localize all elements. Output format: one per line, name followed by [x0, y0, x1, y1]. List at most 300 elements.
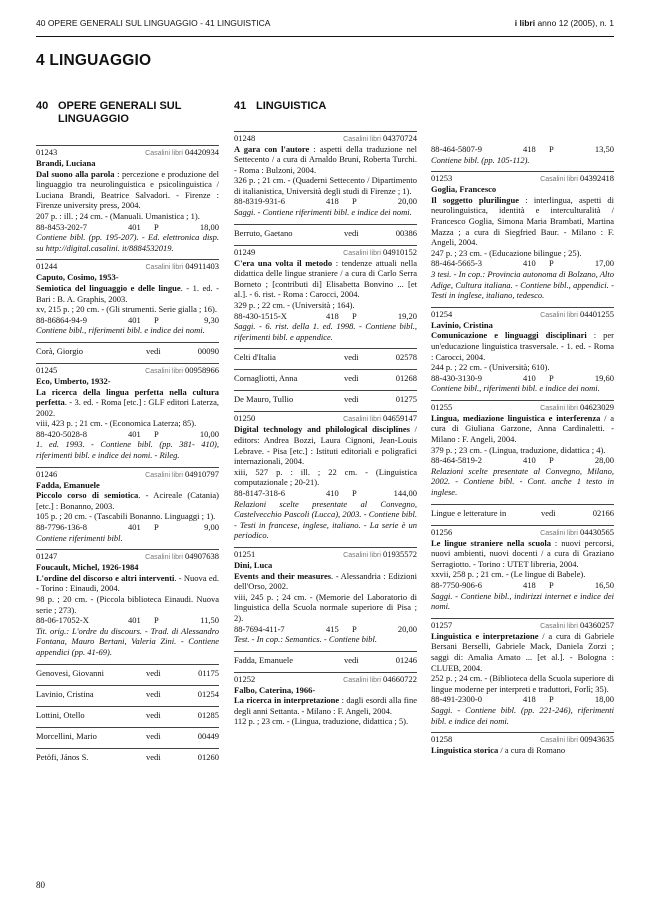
cross-reference — [234, 390, 417, 405]
binding: P — [352, 487, 357, 498]
price: 19,20 — [397, 310, 417, 321]
entry-header — [431, 527, 614, 538]
section-40-number: 40 — [36, 100, 49, 112]
entry-note: Saggi. - Contiene bibl., indirizzi internet e indice dei nomi. — [431, 590, 614, 612]
entry-physical: 329 p. ; 22 cm. - (Università ; 164). — [234, 300, 355, 311]
casalini-label: Casalini libri — [145, 264, 184, 272]
xref-number: 00090 — [197, 345, 219, 356]
running-header-right — [515, 18, 614, 28]
section-41-title: LINGUISTICA — [256, 100, 327, 112]
casalini-number: 00943635 — [580, 734, 614, 745]
entry-description — [234, 424, 417, 466]
entry-physical: 207 p. : ill. ; 24 cm. - (Manuali. Umanistica ; 1). — [36, 210, 200, 221]
entry-title: Linguistica storica — [431, 745, 499, 756]
price: 16,50 — [594, 580, 614, 590]
cross-reference — [36, 342, 219, 357]
casalini-number: 04910152 — [383, 246, 417, 257]
entry-title: Linguistica e interpretazione — [431, 630, 539, 641]
entry-title: C'era una volta il metodo — [234, 257, 333, 268]
header-rule — [36, 36, 614, 37]
entry-imprint: / a cura di Gabriele Bersani Berselli, Gabriele Mack, Daniela Zorzi ; saggi di: Amalia Amato ... [et al.]. - Bologna : CLUEB, 2004. — [431, 630, 614, 673]
section-40-heading — [36, 100, 219, 125]
entry-number: 01258 — [431, 734, 453, 745]
casalini-label: Casalini libri — [145, 367, 183, 375]
running-header-left: 40 OPERE GENERALI SUL LINGUAGGIO - 41 LINGUISTICA — [36, 18, 271, 28]
entry-number: 01249 — [234, 246, 256, 257]
xref-name: Lingue e letterature in — [431, 507, 507, 518]
isbn: 88-464-5807-9 — [431, 144, 482, 154]
entry-description — [36, 169, 219, 211]
binding: P — [549, 694, 554, 705]
entry-header — [36, 365, 219, 376]
xref-number: 01285 — [197, 709, 219, 720]
casalini-label: Casalini libri — [540, 311, 578, 319]
binding: P — [549, 258, 554, 269]
catalog-entry — [431, 307, 614, 394]
binding: P — [352, 196, 357, 207]
entry-number: 01245 — [36, 364, 58, 375]
entry-number: 01250 — [234, 413, 256, 424]
xref-vedi: vedi — [344, 373, 359, 384]
binding: P — [549, 455, 554, 466]
entry-description — [431, 631, 614, 673]
catalog-entry — [36, 259, 219, 336]
entry-number: 01257 — [431, 619, 453, 630]
entry-imprint: : aspetti della traduzione nel Settecento / a cura di Arnaldo Bruni, Roberta Turchi. - Roma : Bulzoni, 2004. — [234, 143, 417, 175]
entry-title: L'ordine del discorso e altri interventi — [36, 572, 175, 583]
entry-physical: 244 p. ; 22 cm. - (Università; 610). — [431, 362, 550, 373]
cross-reference — [36, 685, 219, 700]
price: 13,50 — [594, 144, 614, 154]
entry-author: Brandi, Luciana — [36, 158, 96, 168]
xref-name: Celti d'Italia — [234, 352, 276, 363]
entry-note: Contiene riferimenti bibl. — [36, 532, 123, 543]
price: 18,00 — [199, 221, 219, 232]
entry-title: Il soggetto plurilingue — [431, 194, 520, 205]
entry-description — [234, 571, 417, 592]
isbn-line — [36, 522, 219, 533]
xref-number: 02166 — [592, 507, 614, 518]
classification: 418 — [523, 144, 536, 154]
column-1-entries — [36, 145, 219, 763]
cross-reference — [36, 727, 219, 742]
catalog-entry — [234, 411, 417, 541]
entry-imprint: : per un'educazione linguistica trasversale. - 1. ed. - Roma : Carocci, 2004. — [431, 330, 614, 362]
entry-imprint: : nuovi percorsi, nuovi ambienti, nuovi docenti / a cura di Graziano Serragiotto. - Torino : UTET libreria, 2004. — [431, 537, 614, 569]
entry-physical: xv, 215 p. ; 20 cm. - (Gli strumenti. Serie gialla ; 16). — [36, 304, 217, 315]
entry-imprint: . - 3. ed. - Roma [etc.] : GLF editori Laterza, 2002. — [36, 397, 219, 418]
binding: P — [352, 310, 357, 321]
isbn-line — [36, 429, 219, 440]
entry-description — [234, 144, 417, 176]
entry-continuation — [431, 144, 614, 165]
price: 17,00 — [594, 258, 614, 269]
isbn-line — [36, 222, 219, 233]
casalini-id — [540, 402, 614, 415]
entry-header — [431, 309, 614, 320]
entry-note: Saggi. - Contiene riferimenti bibl. e indice dei nomi. — [234, 207, 412, 218]
casalini-label: Casalini libri — [145, 554, 183, 562]
isbn-line — [234, 196, 417, 207]
xref-vedi: vedi — [344, 227, 359, 238]
isbn-line — [431, 694, 614, 705]
entry-number: 01256 — [431, 526, 453, 537]
isbn: 88-7694-411-7 — [234, 623, 285, 634]
entry-imprint: . - Acireale (Catania) [etc.] : Bonanno, 2003. — [36, 490, 219, 511]
entry-note: Contiene bibl., riferimenti bibl. e indice dei nomi. — [36, 325, 205, 336]
price: 10,00 — [199, 428, 219, 439]
entry-author: Fadda, Emanuele — [36, 479, 100, 490]
cross-reference — [36, 706, 219, 721]
entry-header — [431, 620, 614, 631]
entry-header — [234, 247, 417, 258]
cross-reference — [234, 651, 417, 666]
cross-reference — [234, 348, 417, 363]
catalog-entry — [234, 131, 417, 218]
entry-number: 01246 — [36, 468, 58, 479]
casalini-number: 04659147 — [383, 413, 417, 424]
entry-header — [234, 674, 417, 685]
xref-name: De Mauro, Tullio — [234, 394, 294, 405]
isbn-line — [431, 455, 614, 466]
entry-description — [36, 490, 219, 511]
price: 11,50 — [200, 615, 219, 626]
price: 28,00 — [594, 455, 614, 466]
casalini-id — [145, 147, 219, 160]
isbn: 88-430-1515-X — [234, 310, 287, 321]
casalini-label: Casalini libri — [540, 622, 578, 630]
classification: 401 — [128, 221, 141, 232]
classification: 401 — [128, 428, 141, 439]
entry-title: Le lingue straniere nella scuola — [431, 537, 551, 548]
price: 9,00 — [204, 522, 219, 533]
entry-description — [431, 330, 614, 362]
isbn: 88-464-5819-2 — [431, 455, 482, 466]
binding: P — [549, 372, 554, 383]
entry-title: A gara con l'autore — [234, 143, 310, 154]
entry-header — [431, 402, 614, 413]
xref-vedi: vedi — [146, 345, 161, 356]
entry-title: Piccolo corso di semiotica — [36, 490, 139, 501]
entry-author: Falbo, Caterina, 1966- — [234, 684, 316, 695]
entry-header — [36, 147, 219, 158]
isbn: 88-7750-906-6 — [431, 580, 482, 590]
running-header — [36, 18, 614, 32]
price: 19,60 — [594, 372, 614, 383]
entry-note: Relazioni scelte presentate al Convegno, Milano, 2002. - Contiene bibl. - Cont. anche 1 testo in inglese. — [431, 465, 614, 498]
catalog-entry — [431, 618, 614, 726]
casalini-id — [145, 261, 219, 274]
isbn: 88-491-2300-0 — [431, 694, 482, 705]
casalini-number: 04392418 — [580, 173, 614, 184]
xref-vedi: vedi — [146, 751, 161, 762]
xref-number: 01275 — [395, 394, 417, 405]
isbn-line — [36, 315, 219, 326]
entry-author: Lavinio, Cristina — [431, 319, 493, 330]
binding: P — [549, 144, 554, 154]
xref-name: Cornagliotti, Anna — [234, 373, 298, 384]
journal-name: i libri — [514, 18, 536, 28]
entry-note: Contiene bibl. (pp. 105-112). — [431, 154, 530, 165]
column-2-entries — [234, 131, 417, 728]
catalog-entry — [431, 400, 614, 498]
entry-note: 3 tesi. - In cop.: Provincia autonoma di Bolzano, Alto Adige, Cultura italiana. - Contiene bibl., appendici. - Testi in inglese, italiano, tedesco. — [431, 268, 614, 301]
entry-imprint: . - Nuova ed. - Torino : Einaudi, 2004. — [36, 572, 220, 594]
entry-number: 01255 — [431, 401, 453, 412]
entry-physical: viii, 423 p. ; 21 cm. - (Economica Laterza; 85). — [36, 418, 197, 429]
casalini-number: 04907638 — [185, 551, 219, 562]
classification: 401 — [128, 522, 141, 533]
casalini-id — [343, 549, 417, 562]
casalini-id — [343, 674, 417, 687]
xref-name: Petöfi, János S. — [36, 751, 89, 762]
entry-number: 01253 — [431, 173, 453, 184]
classification: 410 — [523, 372, 536, 383]
entry-imprint: : interlingua, aspetti di neurolinguistica, identità e interculturalità / Francesco Goglia, Simona Maria Brambati, Martina Mazza ; a cura di Siegfried Baur. - Milano : F. Angeli, 2004. — [431, 194, 615, 248]
entry-physical: 252 p. ; 24 cm. - (Biblioteca della Scuola superiore di lingue moderne per interpreti e traduttori, Forlì; 35). — [431, 673, 614, 694]
xref-number: 01175 — [198, 667, 219, 678]
catalog-entry — [431, 525, 614, 612]
isbn: 88-420-5028-8 — [36, 428, 87, 439]
entry-title: Dal suono alla parola — [36, 168, 115, 179]
isbn-line — [36, 615, 219, 626]
entry-title: La ricerca in interpretazione — [234, 695, 340, 706]
isbn-line — [431, 258, 614, 269]
xref-number: 01268 — [395, 373, 417, 384]
page-title: 4 LINGUAGGIO — [36, 52, 152, 69]
catalog-entry — [234, 672, 417, 727]
catalog-entry — [36, 363, 219, 461]
entry-description — [431, 538, 614, 570]
entry-title: Semiotica del linguaggio e delle lingue — [36, 282, 181, 293]
entry-title: Lingua, mediazione linguistica e interferenza — [431, 412, 601, 423]
column-2 — [234, 100, 417, 733]
xref-vedi: vedi — [541, 507, 556, 518]
casalini-number: 01935572 — [383, 548, 417, 559]
xref-number: 01260 — [197, 751, 219, 762]
column-1 — [36, 100, 219, 769]
casalini-id — [145, 469, 219, 482]
entry-imprint: / editors: Andrea Bozzi, Laura Cignoni, Jean-Louis Lebrave. - Pisa [etc.] : Istituti editoriali e poligrafici internazionali, 2004. — [234, 424, 417, 467]
entry-imprint: / a cura di Romano — [498, 745, 566, 756]
section-41-heading — [234, 100, 417, 113]
xref-name: Berruto, Gaetano — [234, 227, 293, 238]
casalini-number: 04401255 — [580, 308, 614, 319]
xref-vedi: vedi — [344, 394, 359, 405]
xref-vedi: vedi — [146, 709, 161, 720]
entry-number: 01247 — [36, 551, 58, 562]
entry-header — [36, 469, 219, 480]
xref-number: 01254 — [197, 688, 219, 699]
catalog-entry — [36, 549, 219, 657]
cross-reference — [36, 748, 219, 763]
casalini-number: 04430565 — [580, 526, 614, 537]
entry-title: Comunicazione e linguaggi disciplinari — [431, 330, 587, 341]
casalini-number: 04660722 — [383, 673, 417, 684]
entry-title: Digital technology and philological disciplines — [234, 424, 410, 435]
entry-note: Tit. orig.: L'ordre du discours. - Trad. di Alessandro Fontana, Mauro Bertani, Valeria Zini. - Contiene appendici (pp. 41-69). — [36, 625, 219, 657]
entry-description — [36, 387, 219, 419]
casalini-label: Casalini libri — [540, 176, 578, 184]
casalini-id — [343, 247, 417, 260]
entry-note: Contiene bibl. (pp. 195-207). - Ed. elettronica disp. su http://digital.casalini. it/8884532019. — [36, 232, 219, 253]
entry-author: Caputo, Cosimo, 1953- — [36, 272, 119, 283]
price: 20,00 — [397, 623, 417, 634]
entry-physical: xiii, 527 p. : ill. ; 22 cm. - (Linguistica computazionale ; 20-21). — [234, 466, 417, 488]
entry-number: 01243 — [36, 147, 58, 157]
cross-reference — [234, 369, 417, 384]
entry-physical: 105 p. ; 20 cm. - (Tascabili Bonanno. Linguaggi ; 1). — [36, 511, 216, 522]
entry-title: La ricerca della lingua perfetta nella cultura perfetta — [36, 386, 219, 408]
casalini-label: Casalini libri — [343, 416, 381, 424]
casalini-id — [145, 551, 219, 564]
xref-vedi: vedi — [344, 654, 359, 665]
casalini-id — [343, 133, 417, 146]
casalini-label: Casalini libri — [540, 529, 578, 537]
casalini-number: 04910797 — [185, 468, 219, 479]
entry-description — [234, 258, 417, 300]
entry-imprint: : tendenze attuali nella didattica delle lingue straniere / a cura di Carlo Serra Borneto ; [contributi di] Elisabetta Bonvino ... [et al.]. - 6. rist. - Roma : Carocci, 2004. — [234, 257, 417, 300]
casalini-number: 04360257 — [580, 619, 614, 630]
isbn-line — [431, 580, 614, 591]
binding: P — [154, 615, 159, 626]
entry-physical: 247 p. ; 23 cm. - (Educazione bilingue ; 25). — [431, 247, 582, 258]
isbn-line — [234, 624, 417, 635]
xref-number: 00449 — [197, 730, 219, 741]
entry-header — [36, 551, 219, 562]
entry-header — [234, 413, 417, 424]
entry-header — [431, 173, 614, 184]
entry-header — [234, 549, 417, 560]
isbn: 88-430-3130-9 — [431, 372, 482, 383]
casalini-number: 04623029 — [580, 401, 614, 412]
entry-number: 01254 — [431, 308, 453, 319]
xref-vedi: vedi — [146, 730, 161, 741]
catalog-entry — [234, 245, 417, 343]
xref-vedi: vedi — [344, 352, 359, 363]
price: 9,30 — [204, 314, 219, 325]
isbn-line — [234, 488, 417, 499]
entry-note: Contiene bibl., riferimenti bibl. e indice dei nomi. — [431, 383, 600, 394]
entry-physical: 379 p. ; 23 cm. - (Lingua, traduzione, didattica ; 4). — [431, 444, 606, 455]
column-3 — [431, 144, 614, 762]
binding: P — [154, 221, 159, 232]
isbn-line — [431, 144, 614, 155]
entry-number: 01252 — [234, 673, 256, 684]
entry-header — [234, 133, 417, 144]
xref-name: Lavinio, Cristina — [36, 688, 94, 699]
entry-note: Relazioni scelte presentate al Convegno, Castelvecchio Pascoli (Lucca), 2003. - Contiene bibl. - Testi in francese, inglese, italiano. - La serie è un periodico. — [234, 498, 417, 541]
classification: 410 — [326, 487, 339, 498]
entry-imprint: : percezione e produzione del linguaggio tra neurolinguistica e psicolinguistica / Luciana Brandi, Beatrice Salvadori. - Firenze : Firenze university press, 2004. — [36, 168, 220, 211]
entry-header — [431, 734, 614, 745]
classification: 415 — [326, 623, 339, 634]
entry-physical: 112 p. ; 23 cm. - (Lingua, traduzione, didattica ; 5). — [234, 716, 409, 727]
cross-reference — [234, 224, 417, 239]
casalini-id — [540, 734, 614, 747]
entry-note: Test. - In cop.: Semantics. - Contiene bibl. — [234, 634, 377, 645]
isbn: 88-8147-318-6 — [234, 487, 285, 498]
casalini-label: Casalini libri — [343, 249, 381, 257]
casalini-label: Casalini libri — [343, 676, 381, 684]
entry-description — [234, 695, 417, 716]
entry-author: Goglia, Francesco — [431, 184, 497, 195]
entry-author: Foucault, Michel, 1926-1984 — [36, 562, 139, 573]
casalini-id — [343, 413, 417, 426]
binding: P — [154, 522, 159, 533]
xref-number: 00386 — [395, 227, 417, 238]
classification: 418 — [523, 580, 536, 590]
xref-number: 01246 — [395, 654, 417, 665]
catalog-entry — [431, 171, 614, 301]
classification: 418 — [326, 310, 339, 321]
isbn-line — [431, 373, 614, 384]
catalog-entry — [431, 732, 614, 756]
binding: P — [352, 623, 357, 634]
classification: 410 — [523, 455, 536, 466]
casalini-id — [540, 527, 614, 540]
price: 18,00 — [594, 694, 614, 705]
casalini-label: Casalini libri — [145, 471, 183, 479]
entry-physical: xxvii, 258 p. ; 21 cm. - (Le lingue di Babele). — [431, 569, 586, 580]
entry-number: 01251 — [234, 548, 256, 559]
entry-description — [36, 283, 219, 304]
classification: 418 — [326, 196, 339, 207]
isbn: 88-86864-94-9 — [36, 314, 87, 325]
binding: P — [154, 428, 159, 439]
binding: P — [154, 314, 159, 325]
entry-imprint: . - Alessandria : Edizioni dell'Orso, 2002. — [234, 570, 417, 592]
xref-vedi: vedi — [146, 667, 161, 678]
section-41-number: 41 — [234, 100, 247, 112]
isbn-line — [234, 311, 417, 322]
entry-author: Dini, Luca — [234, 559, 273, 570]
binding: P — [549, 580, 554, 590]
entry-number: 01248 — [234, 132, 256, 143]
cross-reference — [431, 504, 614, 519]
column-3-entries — [431, 144, 614, 756]
isbn: 88-06-17052-X — [36, 615, 89, 626]
section-40-title: OPERE GENERALI SUL LINGUAGGIO — [58, 100, 182, 125]
casalini-id — [540, 309, 614, 322]
classification: 401 — [128, 615, 141, 626]
casalini-number: 04370724 — [383, 132, 417, 143]
entry-author: Eco, Umberto, 1932- — [36, 375, 111, 386]
entry-note: Saggi. - 6. rist. della 1. ed. 1998. - Contiene bibl., riferimenti bibl. e appendice. — [234, 321, 417, 342]
entry-physical: 98 p. ; 20 cm. - (Piccola biblioteca Einaudi. Nuova serie ; 273). — [36, 594, 219, 615]
xref-name: Corà, Giorgio — [36, 345, 84, 356]
entry-description — [36, 573, 219, 594]
journal-issue: anno 12 (2005), n. 1 — [535, 18, 614, 28]
entry-note: 1. ed. 1993. - Contiene bibl. (pp. 381- 410), riferimenti bibl. e indice dei nomi. - Rileg. — [36, 439, 219, 461]
casalini-id — [540, 620, 614, 633]
xref-name: Morcellini, Mario — [36, 730, 97, 741]
entry-imprint: / a cura di Giuliana Garzone, Anna Cardinaletti. - Milano : F. Angeli, 2004. — [431, 412, 614, 445]
casalini-label: Casalini libri — [145, 150, 183, 157]
entry-physical: 326 p. ; 21 cm. - (Quaderni Settecento / Dipartimento di italianistica, Università degli studi di Firenze ; 1). — [234, 175, 417, 196]
casalini-number: 04911403 — [185, 261, 219, 272]
entry-imprint: : dagli esordi alla fine degli anni Settanta. - Milano : F. Angeli, 2004. — [234, 695, 417, 716]
casalini-label: Casalini libri — [343, 135, 381, 143]
xref-number: 02578 — [395, 352, 417, 363]
isbn: 88-7796-136-8 — [36, 522, 87, 533]
entry-header — [36, 261, 219, 272]
catalog-entry — [36, 467, 219, 544]
casalini-label: Casalini libri — [540, 737, 578, 745]
price: 20,00 — [397, 196, 417, 207]
entry-description — [431, 413, 614, 445]
entry-description — [431, 195, 614, 248]
